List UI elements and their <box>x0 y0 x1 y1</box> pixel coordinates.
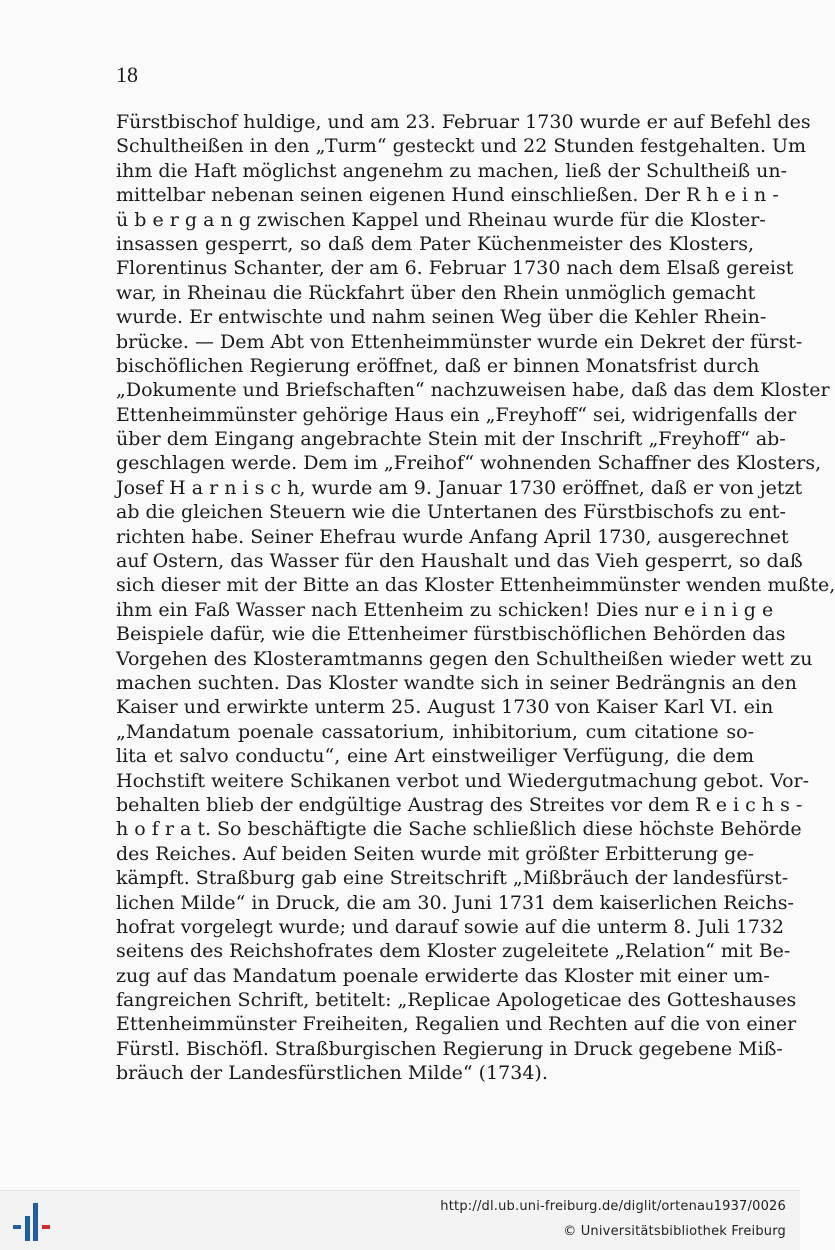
text-line: Kaiser und erwirkte unterm 25. August 1730 von Kaiser Karl VI. ein <box>116 696 774 719</box>
text-line: Vorgehen des Klosteramtmanns gegen den Schultheißen wieder wett zu <box>116 647 813 670</box>
text-line: Ettenheimmünster gehörige Haus ein „Freyhoff“ sei, widrigenfalls der <box>116 403 797 426</box>
text-line: insassen gesperrt, so daß dem Pater Küchenmeister des Klosters, <box>116 232 754 255</box>
text-line: geschlagen werde. Dem im „Freihof“ wohnenden Schaffner des Klosters, <box>116 452 822 475</box>
text-line: Florentinus Schanter, der am 6. Februar 1730 nach dem Elsaß gereist <box>116 257 794 280</box>
text-line: war, in Rheinau die Rückfahrt über den Rhein unmöglich gemacht <box>116 281 756 304</box>
ub-freiburg-logo-icon <box>12 1201 52 1243</box>
text-line: des Reiches. Auf beiden Seiten wurde mit größter Erbitterung ge- <box>116 842 754 865</box>
text-line: mittelbar nebenan seinen eigenen Hund einschließen. Der R h e i n - <box>116 184 779 207</box>
text-line: Hochstift weitere Schikanen verbot und Wiedergutmachung gebot. Vor- <box>116 769 810 792</box>
text-line: ihm ein Faß Wasser nach Ettenheim zu schicken! Dies nur e i n i g e <box>116 598 774 621</box>
text-line: ü b e r g a n g zwischen Kappel und Rheinau wurde für die Kloster- <box>116 208 766 231</box>
text-line: „Mandatum poenale cassatorium, inhibitorium, cum citatione so- <box>116 720 754 743</box>
text-line: brücke. — Dem Abt von Ettenheimmünster wurde ein Dekret der fürst- <box>116 330 803 353</box>
text-line: Fürstbischof huldige, und am 23. Februar 1730 wurde er auf Befehl des <box>116 111 811 133</box>
text-line: bischöflichen Regierung eröffnet, daß er binnen Monatsfrist durch <box>116 354 760 377</box>
text-line: ihm die Haft möglichst angenehm zu machen, ließ der Schultheiß un- <box>116 159 788 182</box>
text-line: Fürstl. Bischöfl. Straßburgischen Regierung in Druck gegebene Miß- <box>116 1037 783 1060</box>
text-line: auf Ostern, das Wasser für den Haushalt und das Vieh gesperrt, so daß <box>116 550 803 573</box>
copyright-notice: © Universitätsbibliothek Freiburg <box>563 1224 786 1239</box>
text-line: ab die gleichen Steuern wie die Untertanen des Fürstbischofs zu ent- <box>116 501 786 524</box>
source-url-link[interactable]: http://dl.ub.uni-freiburg.de/diglit/ortenau1937/0026 <box>440 1199 786 1214</box>
text-line: behalten blieb der endgültige Austrag des Streites vor dem R e i c h s - <box>116 793 803 816</box>
text-line: wurde. Er entwischte und nahm seinen Weg über die Kehler Rhein- <box>116 306 767 329</box>
text-line: sich dieser mit der Bitte an das Kloster Ettenheimmünster wenden mußte, <box>116 574 835 597</box>
page-number: 18 <box>116 62 138 87</box>
text-line: machen suchten. Das Kloster wandte sich in seiner Bedrängnis an den <box>116 671 797 694</box>
text-line: Josef H a r n i s c h, wurde am 9. Januar 1730 eröffnet, daß er von jetzt <box>116 476 803 499</box>
text-line: lichen Milde“ in Druck, die am 30. Juni 1731 dem kaiserlichen Reichs- <box>116 891 794 914</box>
text-line: Ettenheimmünster Freiheiten, Regalien und Rechten auf die von einer <box>116 1013 797 1036</box>
text-line: seitens des Reichshofrates dem Kloster zugeleitete „Relation“ mit Be- <box>116 940 791 963</box>
text-line: lita et salvo conductu“, eine Art einstweiliger Verfügung, die dem <box>116 745 754 768</box>
text-line: zug auf das Mandatum poenale erwiderte das Kloster mit einer um- <box>116 964 770 987</box>
text-line: hofrat vorgelegt wurde; und darauf sowie auf die unterm 8. Juli 1732 <box>116 915 784 938</box>
text-line: fangreichen Schrift, betitelt: „Replicae Apologeticae des Gotteshauses <box>116 989 797 1012</box>
body-text <box>116 110 835 1086</box>
text-line: über dem Eingang angebrachte Stein mit der Inschrift „Freyhoff“ ab- <box>116 428 786 451</box>
text-line: bräuch der Landesfürstlichen Milde“ (1734). <box>116 1062 548 1085</box>
text-line: „Dokumente und Briefschaften“ nachzuweisen habe, daß das dem Kloster <box>116 379 830 402</box>
viewer-footer <box>0 1190 800 1250</box>
text-line: richten habe. Seiner Ehefrau wurde Anfang April 1730, ausgerechnet <box>116 525 789 548</box>
text-line: Schultheißen in den „Turm“ gesteckt und 22 Stunden festgehalten. Um <box>116 135 807 158</box>
text-line: h o f r a t. So beschäftigte die Sache schließlich diese höchste Behörde <box>116 818 802 841</box>
text-line: kämpft. Straßburg gab eine Streitschrift „Mißbräuch der landesfürst- <box>116 867 789 890</box>
text-line: Beispiele dafür, wie die Ettenheimer fürstbischöflichen Behörden das <box>116 623 786 646</box>
